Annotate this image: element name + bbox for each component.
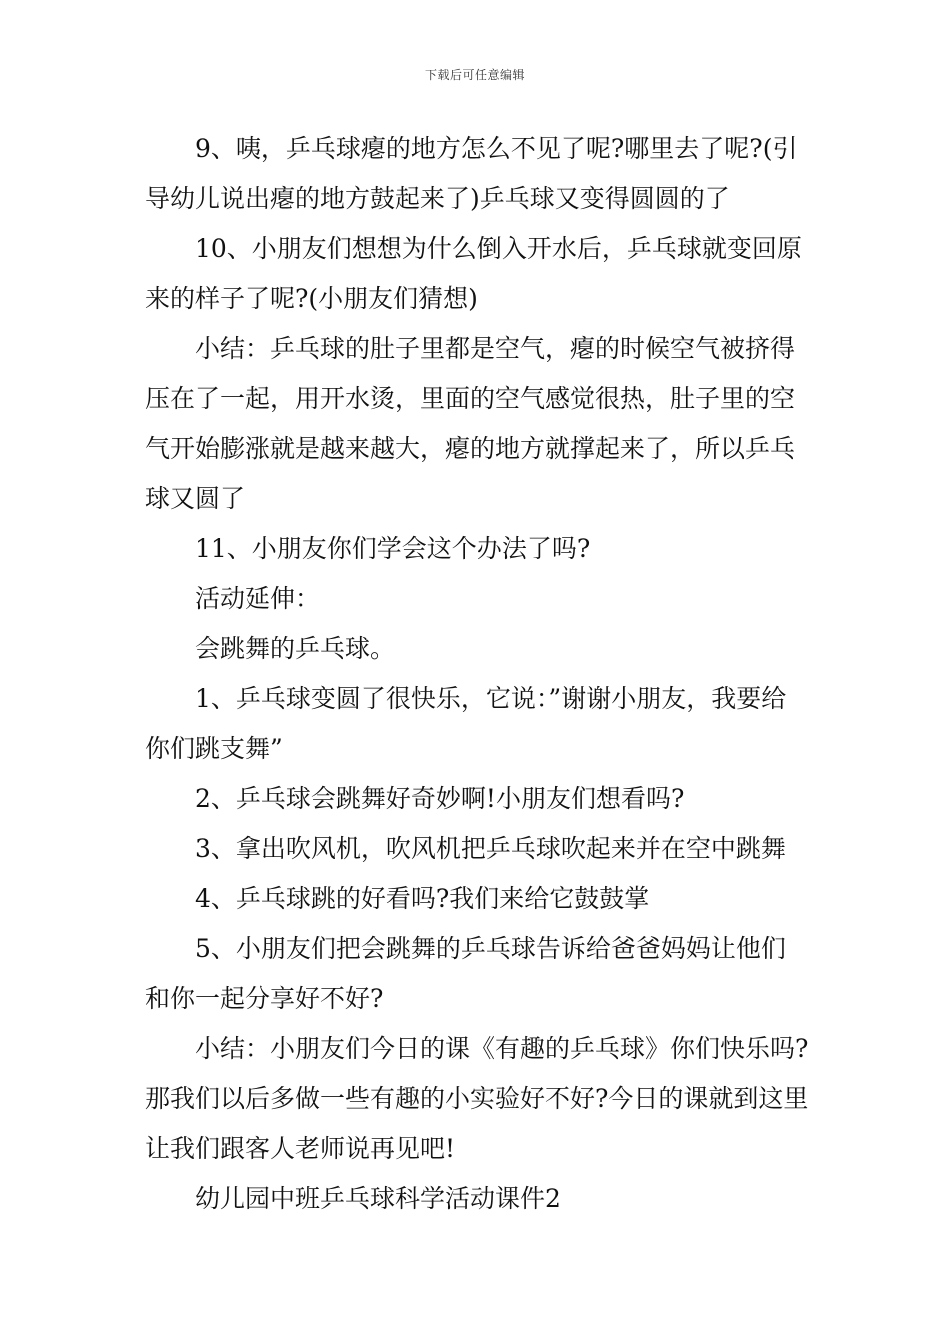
paragraph-extension-step-2: 2、乒乓球会跳舞好奇妙啊!小朋友们想看吗? [195, 784, 685, 813]
document-body [145, 124, 810, 1224]
header-note: 下载后可任意编辑 [424, 68, 525, 82]
paragraph-extension-step-3: 3、拿出吹风机，吹风机把乒乓球吹起来并在空中跳舞 [195, 834, 786, 863]
paragraph-extension-step-5: 5、小朋友们把会跳舞的乒乓球告诉给爸爸妈妈让他们和你一起分享好不好? [145, 934, 786, 1013]
paragraph-step-10: 10、小朋友们想想为什么倒入开水后，乒乓球就变回原来的样子了呢?(小朋友们猜想) [145, 234, 802, 313]
paragraph-summary-2: 小结：小朋友们今日的课《有趣的乒乓球》你们快乐吗?那我们以后多做一些有趣的小实验好不好?今日的课就到这里让我们跟客人老师说再见吧! [145, 1034, 809, 1163]
paragraph-step-11: 11、小朋友你们学会这个办法了吗? [195, 534, 591, 563]
paragraph-extension-step-4: 4、乒乓球跳的好看吗?我们来给它鼓鼓掌 [195, 884, 650, 913]
paragraph-step-9: 9、咦，乒乓球瘪的地方怎么不见了呢?哪里去了呢?(引导幼儿说出瘪的地方鼓起来了)乒乓球又变得圆圆的了 [145, 134, 798, 213]
paragraph-next-title: 幼儿园中班乒乓球科学活动课件2 [195, 1184, 561, 1213]
paragraph-extension-heading: 活动延伸： [195, 584, 321, 613]
paragraph-summary-1: 小结：乒乓球的肚子里都是空气，瘪的时候空气被挤得压在了一起，用开水烫，里面的空气感觉很热，肚子里的空气开始膨涨就是越来越大，瘪的地方就撑起来了，所以乒乓球又圆了 [145, 334, 796, 513]
paragraph-extension-step-1: 1、乒乓球变圆了很快乐，它说：”谢谢小朋友，我要给你们跳支舞” [145, 684, 787, 763]
paragraph-extension-title: 会跳舞的乒乓球。 [195, 634, 396, 663]
